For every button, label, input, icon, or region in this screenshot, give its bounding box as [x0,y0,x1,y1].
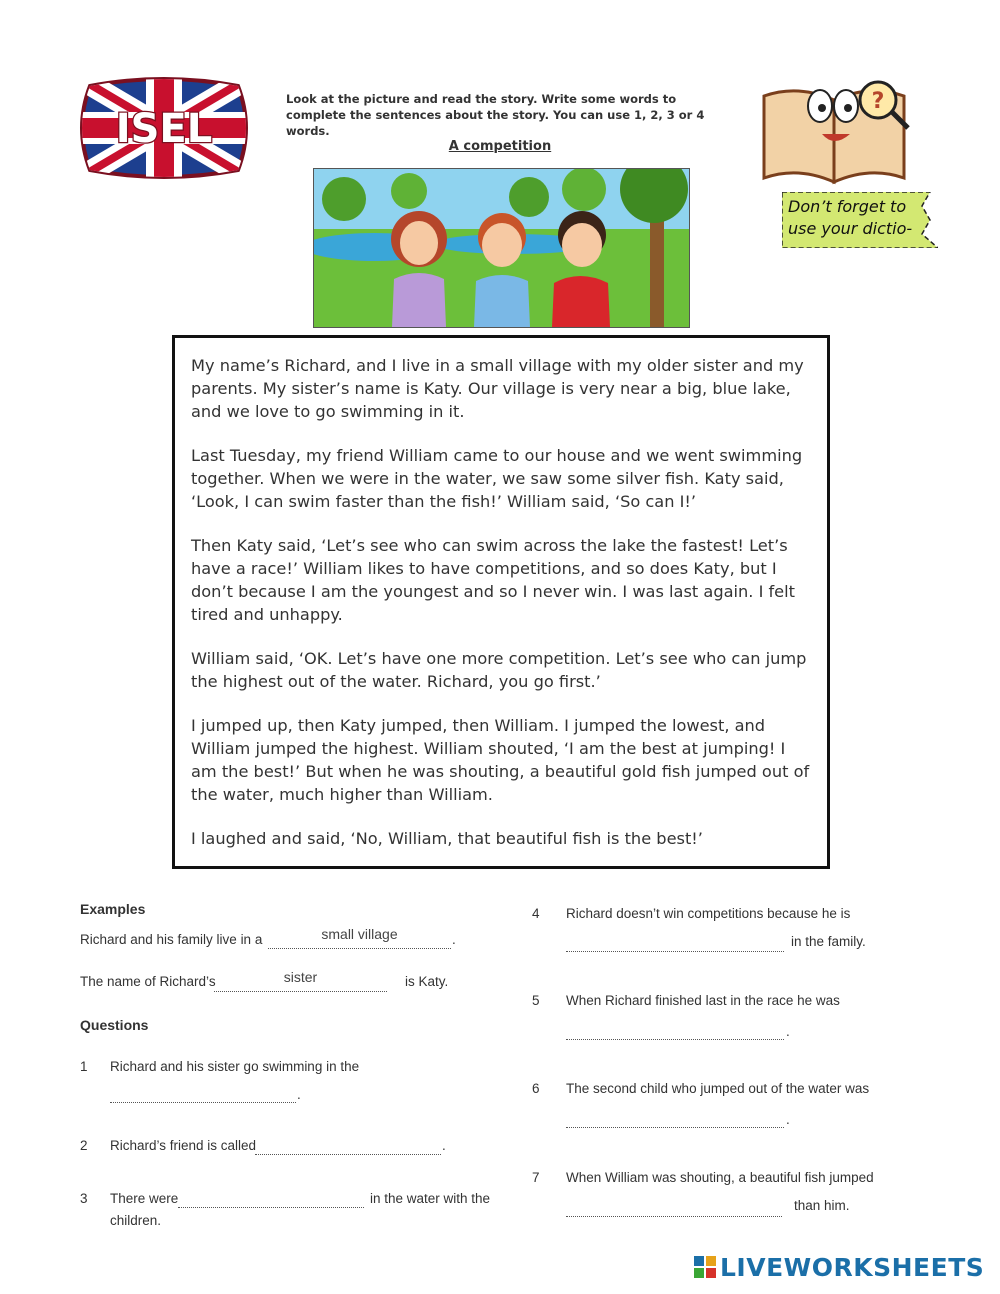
question-6-text: The second child who jumped out of the water was [566,1081,870,1096]
story-paragraph: My name’s Richard, and I live in a small village with my older sister and my parents. My sister’s name is Katy. Our village is very near a big, blue lake, and we love to go swimming in it. [191,356,804,421]
instructions-text: Look at the picture and read the story. Write some words to complete the sentences about the story. You can use 1, 2, 3 or 4 words. [286,92,705,138]
example-1-period: . [452,932,456,947]
question-7-text-after: than him. [794,1198,850,1213]
question-6-period: . [786,1112,790,1127]
question-2-number: 2 [80,1138,88,1153]
question-1-period: . [297,1087,301,1102]
question-3-text-line2: children. [110,1213,162,1228]
question-5-number: 5 [532,993,540,1008]
question-7-answer-field[interactable] [566,1202,782,1217]
question-6-number: 6 [532,1081,540,1096]
question-5-period: . [786,1024,790,1039]
story-paragraph: Last Tuesday, my friend William came to our house and we went swimming together. When we were in the water, we saw some silver fish. Katy said, ‘Look, I can swim faster than the fish!’ William said, ‘So can I!’ [191,446,803,511]
question-2-answer-field[interactable] [255,1140,441,1155]
story-paragraph: Then Katy said, ‘Let’s see who can swim across the lake the fastest! Let’s have a race!’ William likes to have competitions, and so does Katy, but I don’t because I am the youngest and so I never win. I was last again. I felt tired and unhappy. [191,536,795,624]
question-2-period: . [442,1138,446,1153]
question-6-answer-field[interactable] [566,1113,784,1128]
question-3-number: 3 [80,1191,88,1206]
questions-heading: Questions [80,1017,149,1033]
story-box [172,335,830,869]
liveworksheets-logo [694,1253,994,1283]
story-paragraph: William said, ‘OK. Let’s have one more competition. Let’s see who can jump the highest out of the water. Richard, you go first.’ [191,649,807,691]
question-1-number: 1 [80,1059,88,1074]
dictionary-tip-text: Don’t forget to use your dictio- [788,197,913,238]
example-1-text: Richard and his family live in a [80,932,263,947]
story-paragraph: I jumped up, then Katy jumped, then William. I jumped the lowest, and William jumped the highest. William shouted, ‘I am the best at jumping! I am the best!’ But when he was shouting, a beautiful gold fish jumped out of the water, much higher than William. [191,716,810,804]
svg-text:?: ? [871,89,885,114]
dictionary-tip-banner [782,192,938,248]
question-5-answer-field[interactable] [566,1025,784,1040]
question-4-text-after: in the family. [791,934,866,949]
story-picture [313,168,690,328]
question-4-text: Richard doesn’t win competitions because he is [566,906,851,921]
question-7-text: When William was shouting, a beautiful fish jumped [566,1170,874,1185]
isel-logo [76,76,252,180]
example-2-text: The name of Richard’s [80,974,216,989]
liveworksheets-text: LIVEWORKSHEETS [720,1253,985,1282]
question-3-answer-field[interactable] [178,1193,364,1208]
question-4-number: 4 [532,906,540,921]
question-1-text: Richard and his sister go swimming in the [110,1059,360,1074]
examples-heading: Examples [80,901,146,917]
question-1-answer-field[interactable] [110,1088,296,1103]
question-4-answer-field[interactable] [566,937,784,952]
example-2-after: is Katy. [405,974,449,989]
question-5-text: When Richard finished last in the race he was [566,993,840,1008]
logo-text: ISEL [115,106,213,152]
story-paragraph: I laughed and said, ‘No, William, that beautiful fish is the best!’ [191,829,703,848]
example-1-answer: small village [321,926,398,942]
story-title: A competition [448,139,552,154]
question-3-text-after: in the water with the [370,1191,491,1206]
example-2-answer: sister [283,969,318,985]
question-2-text: Richard’s friend is called [110,1138,257,1153]
question-7-number: 7 [532,1170,540,1185]
liveworksheets-icon [694,1256,718,1280]
question-3-text: There were [110,1191,179,1206]
